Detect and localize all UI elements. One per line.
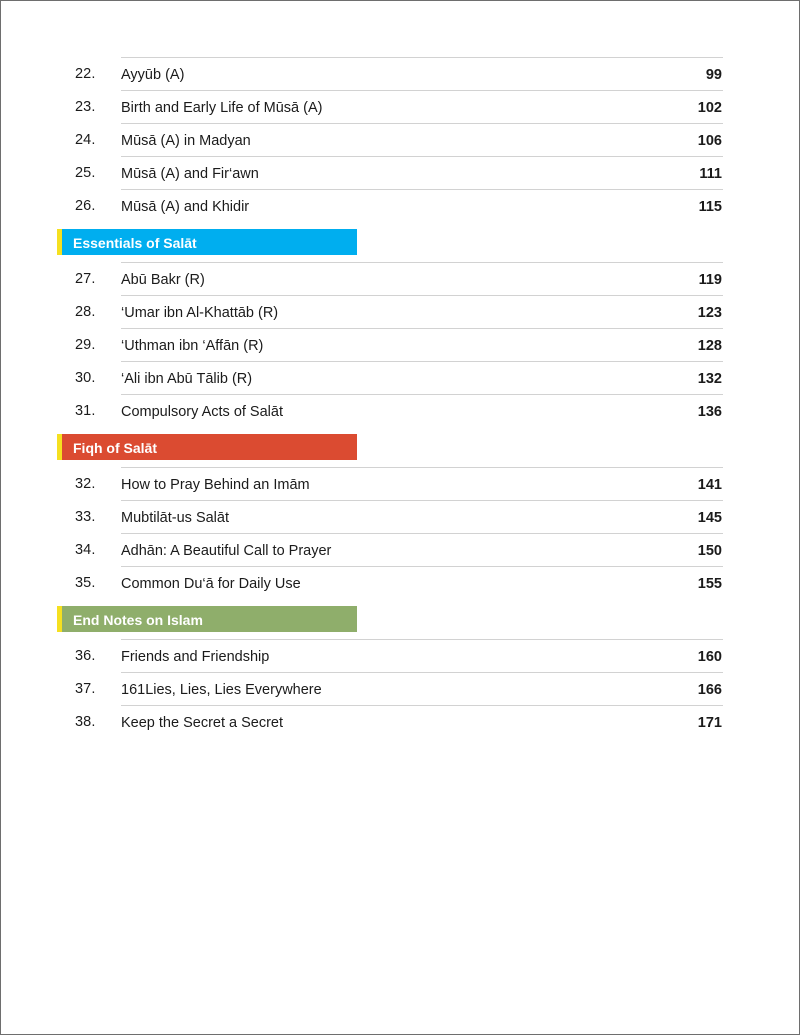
toc-entry[interactable] xyxy=(57,705,723,738)
toc-entry-number: 27. xyxy=(75,270,96,287)
toc-entry-page-number: 171 xyxy=(697,714,722,731)
toc-entry-body xyxy=(121,566,723,599)
toc-entry-page-number: 119 xyxy=(698,271,722,288)
toc-entry-title: Keep the Secret a Secret xyxy=(121,714,284,731)
toc-entry-body xyxy=(121,361,723,394)
toc-entry-title: Mubtilāt-us Salāt xyxy=(121,509,229,526)
toc-entry-number: 26. xyxy=(75,197,96,214)
table-of-contents xyxy=(57,57,723,738)
toc-entry-title: Adhān: A Beautiful Call to Prayer xyxy=(121,542,332,559)
toc-entry-number: 38. xyxy=(75,713,96,730)
toc-entry-page-number: 128 xyxy=(697,337,722,354)
toc-entry-title: Abū Bakr (R) xyxy=(121,271,205,288)
toc-entry[interactable] xyxy=(57,328,723,361)
toc-entry[interactable] xyxy=(57,533,723,566)
section-title: End Notes on Islam xyxy=(73,611,203,628)
toc-entry-body xyxy=(121,262,723,295)
toc-entry-title: Birth and Early Life of Mūsā (A) xyxy=(121,99,323,116)
toc-entry-group xyxy=(57,639,723,738)
toc-entry[interactable] xyxy=(57,90,723,123)
toc-entry-page-number: 160 xyxy=(697,648,722,665)
toc-entry[interactable] xyxy=(57,566,723,599)
toc-entry-body xyxy=(121,295,723,328)
toc-entry-page-number: 141 xyxy=(697,476,722,493)
toc-entry-number: 28. xyxy=(75,303,96,320)
toc-entry-page-number: 106 xyxy=(697,132,722,149)
toc-entry-body xyxy=(121,57,723,90)
toc-entry-title: Compulsory Acts of Salāt xyxy=(121,403,283,420)
toc-entry-body xyxy=(121,90,723,123)
toc-entry-body xyxy=(121,123,723,156)
toc-entry-body xyxy=(121,467,723,500)
toc-section-header xyxy=(57,229,357,255)
toc-entry-title: ‘Uthman ibn ‘Affān (R) xyxy=(121,337,264,354)
toc-entry[interactable] xyxy=(57,295,723,328)
section-color-bar xyxy=(62,606,357,632)
toc-entry-title: Common Du‘ā for Daily Use xyxy=(121,575,301,592)
toc-entry-page-number: 145 xyxy=(697,509,722,526)
toc-entry[interactable] xyxy=(57,639,723,672)
toc-entry-title: Friends and Friendship xyxy=(121,648,270,665)
toc-entry-body xyxy=(121,328,723,361)
toc-entry-group xyxy=(57,467,723,599)
toc-entry-page-number: 166 xyxy=(697,681,722,698)
toc-entry[interactable] xyxy=(57,189,723,222)
toc-entry-body xyxy=(121,639,723,672)
toc-entry-body xyxy=(121,705,723,738)
toc-entry-page-number: 99 xyxy=(705,66,722,83)
toc-entry-body xyxy=(121,533,723,566)
toc-entry-number: 24. xyxy=(75,131,96,148)
toc-entry-body xyxy=(121,500,723,533)
toc-entry-body xyxy=(121,189,723,222)
toc-entry-group xyxy=(57,57,723,222)
toc-entry-title: How to Pray Behind an Imām xyxy=(121,476,310,493)
toc-entry-number: 25. xyxy=(75,164,96,181)
toc-entry-number: 34. xyxy=(75,541,96,558)
toc-entry[interactable] xyxy=(57,361,723,394)
toc-entry-number: 30. xyxy=(75,369,96,386)
toc-entry-page-number: 136 xyxy=(697,403,722,420)
toc-entry[interactable] xyxy=(57,394,723,427)
toc-entry-title: ‘Ali ibn Abū Tālib (R) xyxy=(121,370,253,387)
section-title: Fiqh of Salāt xyxy=(73,439,157,456)
toc-entry-title: ‘Umar ibn Al-Khattāb (R) xyxy=(121,304,279,321)
toc-entry[interactable] xyxy=(57,500,723,533)
section-title: Essentials of Salāt xyxy=(73,234,197,251)
toc-entry-number: 36. xyxy=(75,647,96,664)
toc-entry[interactable] xyxy=(57,672,723,705)
toc-entry-number: 23. xyxy=(75,98,96,115)
toc-entry-title: Mūsā (A) and Khidir xyxy=(121,198,250,215)
toc-entry-number: 22. xyxy=(75,65,96,82)
toc-entry-page-number: 155 xyxy=(697,575,722,592)
toc-entry[interactable] xyxy=(57,262,723,295)
toc-entry-body xyxy=(121,672,723,705)
toc-entry-title: Ayyūb (A) xyxy=(121,66,185,83)
toc-entry-number: 33. xyxy=(75,508,96,525)
toc-entry-number: 31. xyxy=(75,402,96,419)
toc-entry[interactable] xyxy=(57,57,723,90)
toc-entry[interactable] xyxy=(57,467,723,500)
toc-entry-title: Mūsā (A) in Madyan xyxy=(121,132,251,149)
section-color-bar xyxy=(62,434,357,460)
toc-section-header xyxy=(57,434,357,460)
toc-entry[interactable] xyxy=(57,156,723,189)
toc-section-header xyxy=(57,606,357,632)
toc-entry-body xyxy=(121,156,723,189)
toc-entry-page-number: 115 xyxy=(698,198,722,215)
toc-entry-page-number: 132 xyxy=(697,370,722,387)
toc-entry-number: 35. xyxy=(75,574,96,591)
toc-entry-page-number: 111 xyxy=(699,165,722,182)
toc-entry-page-number: 123 xyxy=(697,304,722,321)
toc-entry-page-number: 150 xyxy=(697,542,722,559)
toc-entry-number: 37. xyxy=(75,680,96,697)
toc-entry-page-number: 102 xyxy=(697,99,722,116)
section-color-bar xyxy=(62,229,357,255)
toc-entry[interactable] xyxy=(57,123,723,156)
toc-entry-title: Mūsā (A) and Fir‘awn xyxy=(121,165,259,182)
toc-entry-number: 29. xyxy=(75,336,96,353)
toc-entry-body xyxy=(121,394,723,427)
toc-entry-number: 32. xyxy=(75,475,96,492)
toc-entry-title: 161Lies, Lies, Lies Everywhere xyxy=(121,681,322,698)
toc-entry-group xyxy=(57,262,723,427)
